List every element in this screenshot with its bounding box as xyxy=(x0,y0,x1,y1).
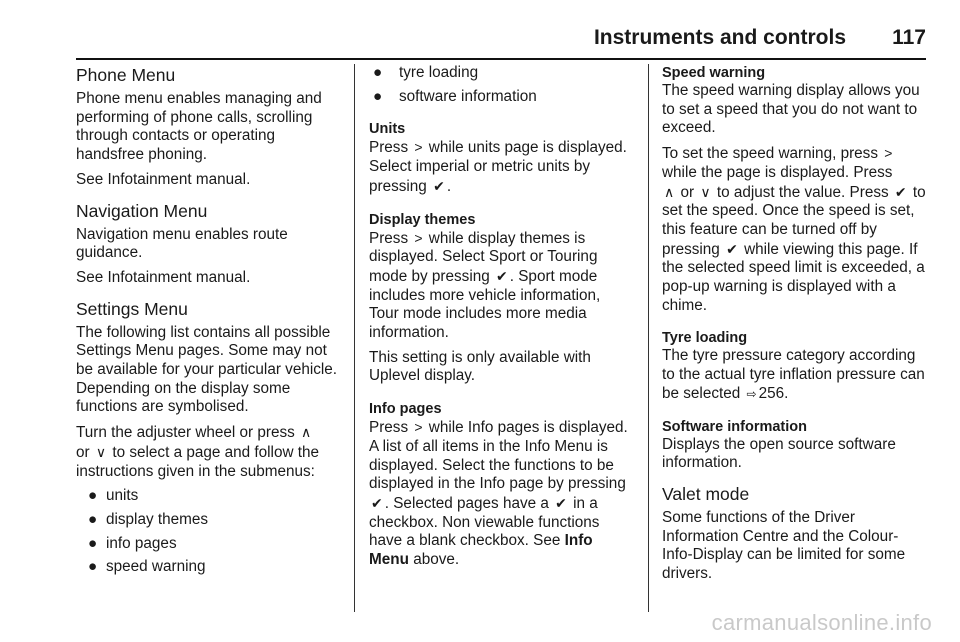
settings-menu-text: The following list contains all possible Settings Menu pages. Some may not be available for your particular vehicle. Depending on the display some functions are symbolised. xyxy=(76,323,338,416)
checkmark-icon: ✔ xyxy=(433,177,445,194)
page-reference-icon: ⇨ xyxy=(746,386,757,401)
checkmark-icon: ✔ xyxy=(371,494,383,511)
settings-pages-list-continued xyxy=(369,64,633,106)
list-item: ● info pages xyxy=(88,534,177,552)
settings-pages-list xyxy=(76,487,344,577)
tyre-loading-text: The tyre pressure category according to the actual tyre inflation pressure can be selected ⇨ 256. xyxy=(662,347,925,402)
info-pages-text: Press > while Info pages is displayed. A list of all items in the Info Menu is displayed. Select the functions to be displayed in the Info page by pressing ✔ . Selected pages have a ✔ in a checkbox. Non viewable functions have a blank checkbox. See Info Menu above. xyxy=(369,419,628,569)
chevron-right-icon: > xyxy=(884,145,893,162)
column-3 xyxy=(662,64,928,590)
speed-warning-text: The speed warning display allows you to set a speed that you do not want to exceed. xyxy=(662,82,920,137)
navigation-menu-text: Navigation menu enables route guidance. xyxy=(76,225,288,262)
checkmark-icon: ✔ xyxy=(496,267,508,284)
page-reference-link[interactable]: 256. xyxy=(758,384,789,402)
valet-mode-heading: Valet mode xyxy=(662,483,750,504)
chevron-down-icon: ∨ xyxy=(700,183,711,200)
page-header xyxy=(76,18,926,60)
checkmark-icon: ✔ xyxy=(555,494,567,511)
list-item: ● tyre loading xyxy=(373,64,479,81)
valet-mode-text: Some functions of the Driver Information Centre and the Colour-Info-Display can be limited for some drivers. xyxy=(662,508,906,583)
list-item: ● display themes xyxy=(88,510,209,528)
column-1 xyxy=(76,64,344,582)
phone-menu-see: See Infotainment manual. xyxy=(76,170,251,188)
page-number: 117 xyxy=(892,26,926,49)
chevron-right-icon: > xyxy=(414,229,423,246)
settings-menu-heading: Settings Menu xyxy=(76,298,188,319)
column-2 xyxy=(369,64,633,576)
watermark: carmanualsonline.info xyxy=(711,610,932,635)
display-themes-note: This setting is only available with Uplevel display. xyxy=(369,348,591,385)
chevron-down-icon: ∨ xyxy=(95,443,107,460)
tyre-loading-heading: Tyre loading xyxy=(662,330,748,347)
phone-menu-heading: Phone Menu xyxy=(76,65,176,85)
column-divider xyxy=(354,64,355,612)
display-themes-text: Press > while display themes is displayed. Select Sport or Touring mode by pressing ✔ . Sport mode includes more vehicle information, Tour mode includes more media information. xyxy=(369,229,601,342)
chevron-up-icon: ∧ xyxy=(664,183,675,200)
chevron-right-icon: > xyxy=(414,419,423,436)
info-menu-link[interactable]: Info Menu xyxy=(369,532,593,569)
software-information-text: Displays the open source software information. xyxy=(662,435,896,472)
list-item: ● software information xyxy=(373,87,537,105)
settings-menu-instructions: Turn the adjuster wheel or press ∧ or ∨ to select a page and follow the instructions given in the submenus: xyxy=(76,424,320,480)
list-item: ● speed warning xyxy=(88,558,206,576)
checkmark-icon: ✔ xyxy=(726,240,738,257)
speed-warning-instructions: To set the speed warning, press > while the page is displayed. Press ∧ or ∨ to adjust the value. Press ✔ to set the speed. Once the speed is set, this feature can be turned off by pressing ✔ while viewing this page. If the selected speed limit is exceeded, a pop-up warning is displayed with a chime. xyxy=(662,145,926,314)
software-information-heading: Software information xyxy=(662,418,808,435)
units-heading: Units xyxy=(369,121,406,138)
navigation-menu-heading: Navigation Menu xyxy=(76,200,208,221)
column-divider xyxy=(648,64,649,612)
section-title: Instruments and controls xyxy=(593,26,846,49)
navigation-menu-see: See Infotainment manual. xyxy=(76,268,251,286)
display-themes-heading: Display themes xyxy=(369,211,476,228)
checkmark-icon: ✔ xyxy=(894,183,907,200)
chevron-up-icon: ∧ xyxy=(301,424,312,441)
units-text: Press > while units page is displayed. Select imperial or metric units by pressing ✔ . xyxy=(369,139,627,195)
speed-warning-heading: Speed warning xyxy=(662,65,766,81)
phone-menu-text: Phone menu enables managing and performing of phone calls, scrolling through contacts or operating handsfree phoning. xyxy=(76,90,322,164)
chevron-right-icon: > xyxy=(414,139,423,156)
info-pages-heading: Info pages xyxy=(369,401,442,418)
list-item: ● units xyxy=(88,487,139,505)
